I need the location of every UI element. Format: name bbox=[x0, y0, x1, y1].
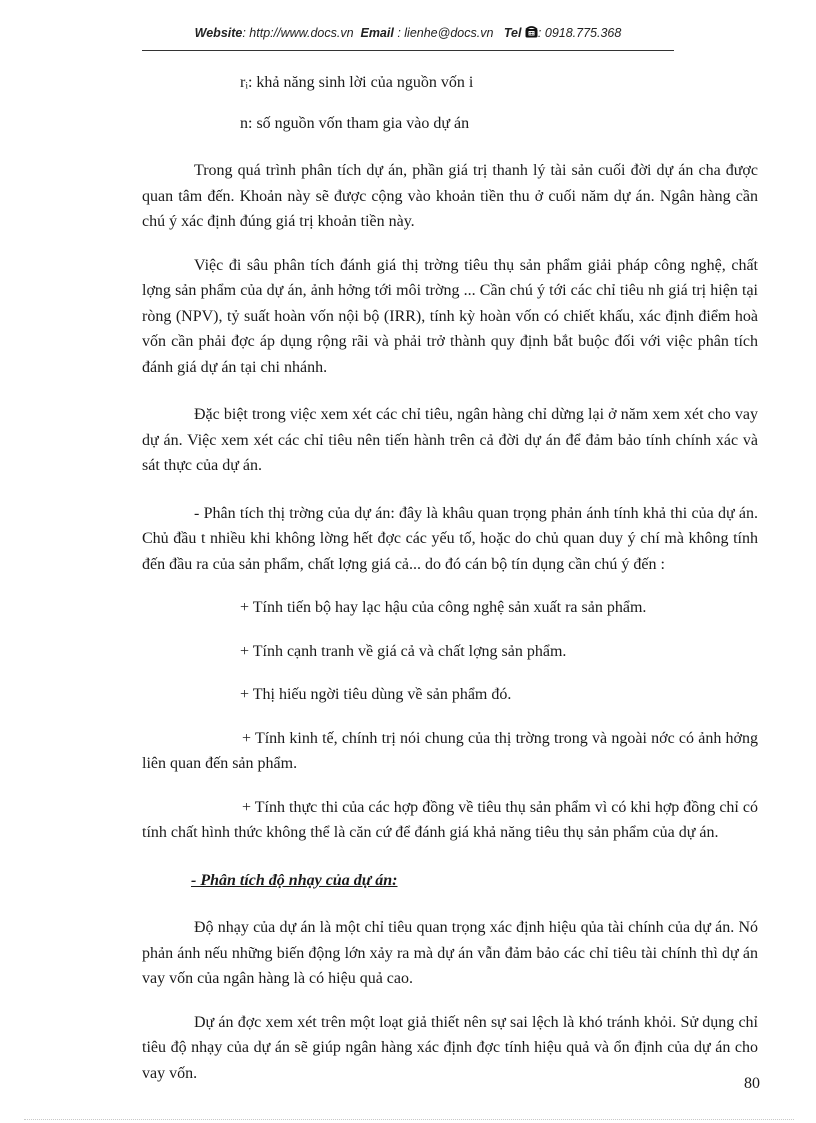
paragraph-indicator-review: Đặc biệt trong việc xem xét các chỉ tiêu, ngân hàng chỉ dừng lại ở năm xem xét cho vay dự án. Việc xem xét các chỉ tiêu nên tiến hành trên cả đời dự án để đảm bảo tính chính xác và sát thực của dự án. bbox=[142, 406, 758, 474]
variable-definition-r: rᵢ: khả năng sinh lời của nguồn vốn i bbox=[240, 74, 474, 91]
paragraph-market-analysis-criteria: Việc đi sâu phân tích đánh giá thị trờng tiêu thụ sản phẩm giải pháp công nghệ, chất lợng sản phẩm của dự án, ảnh hởng tới môi trờng ... Cần chú ý tới các chỉ tiêu nh giá trị hiện tại ròng (NPV), tỷ suất hoàn vốn nội bộ (IRR), tính kỳ hoàn vốn có chiết khấu, xác định điểm hoà vốn cần phải đợc áp dụng rộng rãi và phải trở thành quy định bắt buộc đối với việc phân tích đánh giá dự án tại chi nhánh. bbox=[142, 256, 758, 376]
variable-definition-n: n: số nguồn vốn tham gia vào dự án bbox=[240, 114, 470, 132]
website-value: : http://www.docs.vn bbox=[242, 26, 354, 40]
phone-icon bbox=[525, 26, 538, 38]
email-value: : lienhe@docs.vn bbox=[397, 26, 494, 40]
bullet-consumer-taste: + Thị hiếu ngời tiêu dùng về sản phẩm đó. bbox=[240, 686, 512, 703]
page-number: 80 bbox=[744, 1075, 760, 1092]
tel-label: Tel bbox=[503, 26, 522, 40]
bullet-economy-politics: + Tính kinh tế, chính trị nói chung của thị trờng trong và ngoài nớc có ảnh hởng liên quan đến sản phẩm. bbox=[142, 729, 758, 772]
document-body bbox=[142, 70, 758, 1086]
section-title-sensitivity: - Phân tích độ nhạy của dự án: bbox=[191, 871, 398, 889]
paragraph-liquidation-value: Trong quá trình phân tích dự án, phần giá trị thanh lý tài sản cuối đời dự án cha được quan tâm đến. Khoản này sẽ được cộng vào khoản tiền thu ở cuối năm dự án. Ngân hàng cần chú ý xác định đúng giá trị khoản tiền này. bbox=[142, 162, 758, 230]
bullet-competition: + Tính cạnh tranh về giá cả và chất lợng sản phẩm. bbox=[240, 642, 567, 660]
page-header bbox=[0, 26, 816, 40]
paragraph-market-analysis: - Phân tích thị trờng của dự án: đây là khâu quan trọng phản ánh tính khả thi của dự án. Chủ đầu t nhiều khi không lờng hết đợc các yếu tố, hoặc do chủ quan duy ý chí mà không tính đến đầu ra của sản phẩm, chất lợng giá cả... do đó cán bộ tín dụng cần chú ý đến : bbox=[142, 504, 758, 573]
bullet-technology: + Tính tiến bộ hay lạc hậu của công nghệ sản xuất ra sản phẩm. bbox=[240, 599, 647, 616]
bullet-contracts: + Tính thực thi của các hợp đồng về tiêu thụ sản phẩm vì có khi hợp đồng chỉ có tính chất hình thức không thể là căn cứ để đánh giá khả năng tiêu thụ sản phẩm của dự án. bbox=[142, 798, 758, 841]
website-label: Website bbox=[194, 26, 243, 40]
email-label: Email bbox=[360, 26, 394, 40]
tel-value: : 0918.775.368 bbox=[537, 26, 622, 40]
paragraph-sensitivity-usage: Dự án đợc xem xét trên một loạt giả thiết nên sự sai lệch là khó tránh khỏi. Sử dụng chỉ tiêu độ nhạy của dự án sẽ giúp ngân hàng xác định đợc tính hiệu quả và ổn định của dự án cho vay vốn. bbox=[142, 1013, 758, 1082]
paragraph-sensitivity-definition: Độ nhạy của dự án là một chỉ tiêu quan trọng xác định hiệu qủa tài chính của dự án. Nó phản ánh nếu những biến động lớn xảy ra mà dự án vẫn đảm bảo các chỉ tiêu tài chính thì dự án vay vốn của ngân hàng là có hiệu quả cao. bbox=[142, 919, 758, 987]
header-divider bbox=[142, 50, 674, 51]
footer-divider bbox=[24, 1119, 794, 1120]
